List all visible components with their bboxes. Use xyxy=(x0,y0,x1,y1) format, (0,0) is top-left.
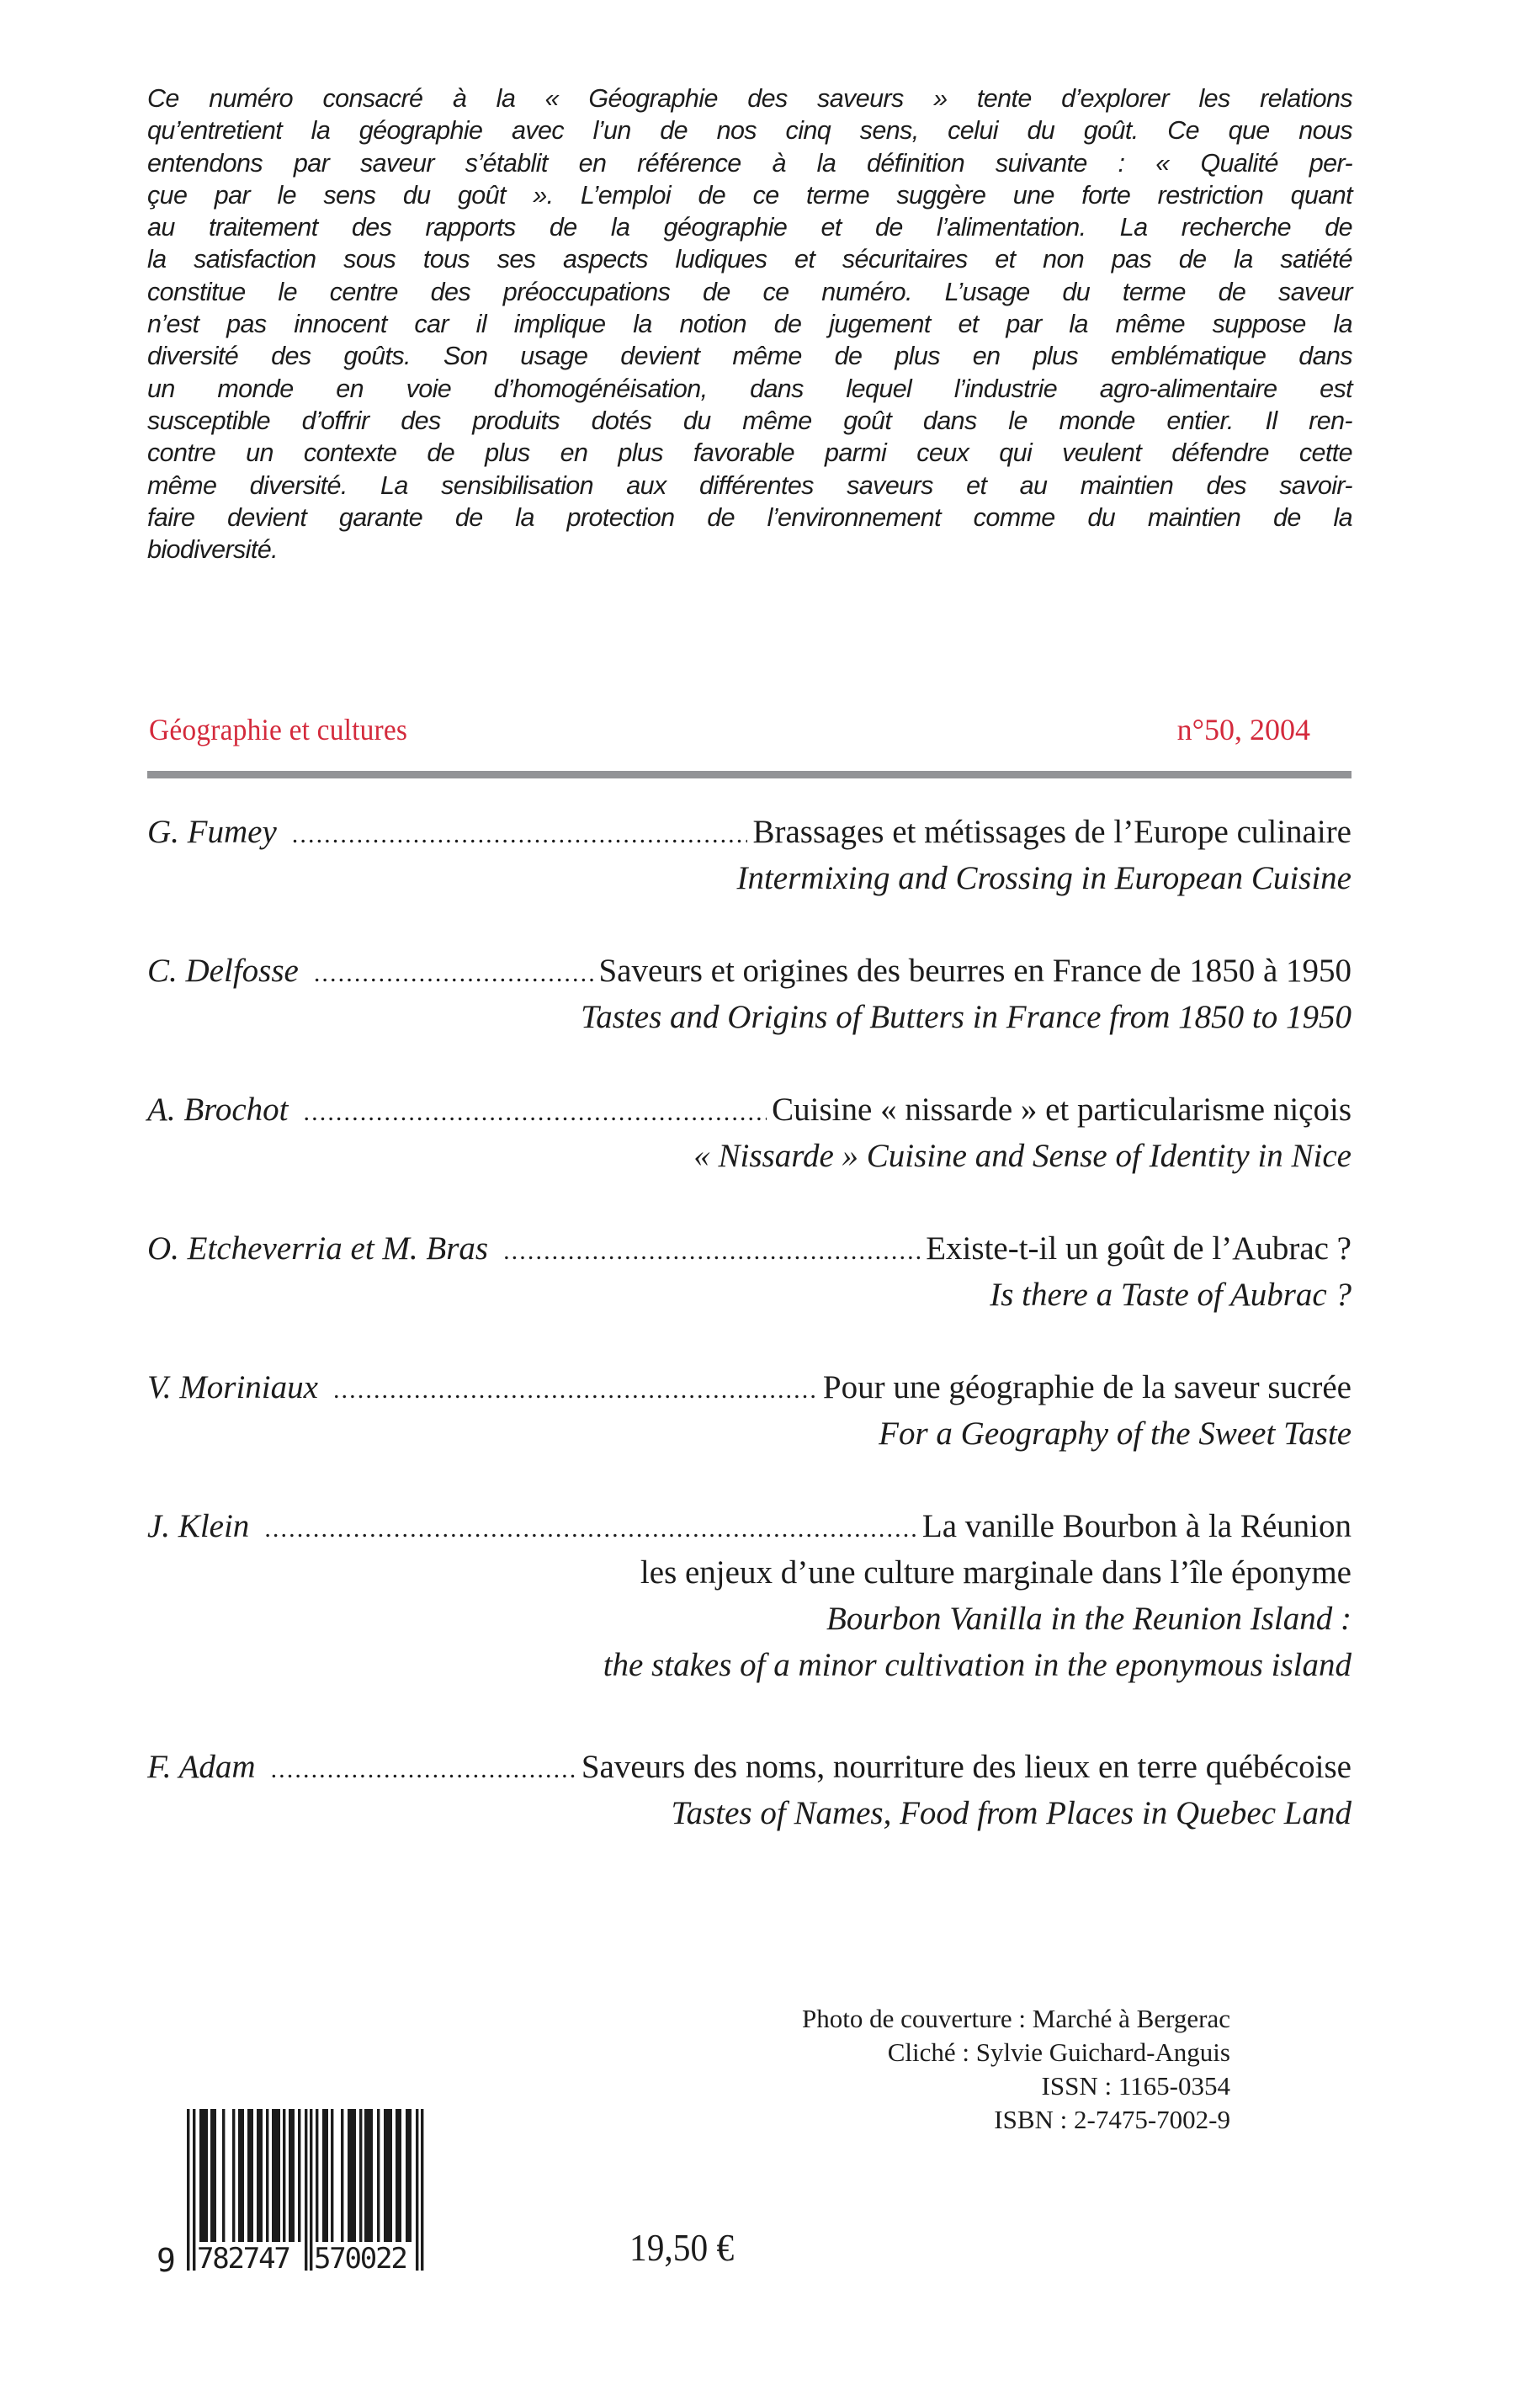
abstract-paragraph xyxy=(147,82,1352,566)
abstract-line: qu’entretient la géographie avec l’un de nos cinq sens, celui du goût. Ce que nous xyxy=(147,116,1352,146)
toc-title: Pour une géographie de la saveur sucrée xyxy=(822,1369,1351,1405)
issn: ISSN : 1165-0354 xyxy=(1041,2071,1230,2101)
toc-author: J. Klein xyxy=(147,1508,250,1544)
toc-author: F. Adam xyxy=(147,1749,256,1785)
toc-title: Saveurs des noms, nourriture des lieux en terre québécoise xyxy=(581,1749,1351,1785)
leader-dots xyxy=(264,1515,917,1543)
issue-number: n°50, 2004 xyxy=(1176,713,1310,746)
abstract-line: diversité des goûts. Son usage devient même de plus en plus emblématique dans xyxy=(147,342,1352,371)
photo-credit: Cliché : Sylvie Guichard-Anguis xyxy=(887,2037,1230,2067)
leader-dots xyxy=(304,1098,767,1127)
abstract-line: çue par le sens du goût ». L’emploi de ce terme suggère une forte restriction quant xyxy=(147,180,1352,210)
header-divider xyxy=(147,771,1351,778)
abstract-line: un monde en voie d’homogénéisation, dans lequel l’industrie agro-alimentaire est xyxy=(147,374,1352,403)
toc-translation: Tastes of Names, Food from Places in Quebec Land xyxy=(671,1795,1351,1831)
toc-entry-etcheverria-bras xyxy=(147,1230,1351,1276)
toc-translation: For a Geography of the Sweet Taste xyxy=(879,1416,1351,1452)
toc-translation: the stakes of a minor cultivation in the eponymous island xyxy=(603,1647,1351,1683)
toc-entry-delfosse xyxy=(147,952,1351,998)
price: 19,50 € xyxy=(629,2226,735,2269)
toc-title: La vanille Bourbon à la Réunion xyxy=(921,1508,1351,1544)
abstract-line: faire devient garante de la protection de l’environnement comme du maintien de la xyxy=(147,502,1352,532)
cover-photo-caption: Photo de couverture : Marché à Bergerac xyxy=(802,2004,1230,2033)
toc-author: A. Brochot xyxy=(147,1092,289,1128)
toc-translation: Is there a Taste of Aubrac ? xyxy=(990,1277,1351,1313)
barcode-first-digit: 9 xyxy=(157,2242,176,2279)
toc-translation: Tastes and Origins of Butters in France from 1850 to 1950 xyxy=(581,999,1351,1035)
toc-translation: Bourbon Vanilla in the Reunion Island : xyxy=(826,1601,1351,1637)
toc-entry-klein xyxy=(147,1507,1351,1554)
abstract-line: n’est pas innocent car il implique la notion de jugement et par la même suppose la xyxy=(147,310,1352,339)
abstract-line: susceptible d’offrir des produits dotés du même goût dans le monde entier. Il ren- xyxy=(147,406,1352,435)
abstract-line: contre un contexte de plus en plus favorable parmi ceux qui veulent défendre cette xyxy=(147,438,1352,468)
barcode-left-digits: 782747 xyxy=(197,2242,289,2276)
toc-author: G. Fumey xyxy=(147,814,277,850)
journal-title: Géographie et cultures xyxy=(149,713,408,746)
toc-author: V. Moriniaux xyxy=(147,1369,318,1405)
abstract-line: la satisfaction sous tous ses aspects ludiques et sécuritaires et non pas de la satiété xyxy=(147,245,1352,274)
abstract-line: au traitement des rapports de la géographie et de l’alimentation. La recherche de xyxy=(147,213,1352,242)
abstract-line: biodiversité. xyxy=(147,535,278,565)
leader-dots xyxy=(292,821,748,849)
abstract-line: Ce numéro consacré à la « Géographie des saveurs » tente d’explorer les relations xyxy=(147,84,1352,113)
barcode-right-digits: 570022 xyxy=(314,2242,406,2276)
leader-dots xyxy=(333,1376,818,1405)
leader-dots xyxy=(503,1237,921,1266)
toc-entry-fumey xyxy=(147,813,1351,859)
toc-entry-adam xyxy=(147,1748,1351,1794)
toc-title-continued: les enjeux d’une culture marginale dans l’île éponyme xyxy=(640,1554,1351,1591)
abstract-line: même diversité. La sensibilisation aux différentes saveurs et au maintien des savoir- xyxy=(147,470,1352,500)
leader-dots xyxy=(314,959,594,988)
toc-translation: Intermixing and Crossing in European Cuisine xyxy=(736,860,1351,896)
toc-translation: « Nissarde » Cuisine and Sense of Identity in Nice xyxy=(693,1138,1351,1174)
toc-entry-brochot xyxy=(147,1091,1351,1137)
toc-title: Brassages et métissages de l’Europe culinaire xyxy=(752,814,1351,850)
toc-title: Cuisine « nissarde » et particularisme niçois xyxy=(772,1092,1351,1128)
isbn: ISBN : 2-7475-7002-9 xyxy=(994,2105,1230,2134)
toc-title: Saveurs et origines des beurres en France de 1850 à 1950 xyxy=(598,953,1351,989)
toc-title: Existe-t-il un goût de l’Aubrac ? xyxy=(926,1230,1351,1267)
abstract-line: entendons par saveur s’établit en référence à la définition suivante : « Qualité per- xyxy=(147,148,1352,178)
toc-author: C. Delfosse xyxy=(147,953,299,989)
leader-dots xyxy=(271,1756,576,1784)
abstract-line: constitue le centre des préoccupations de ce numéro. L’usage du terme de saveur xyxy=(147,277,1352,306)
toc-entry-moriniaux xyxy=(147,1368,1351,1415)
toc-author: O. Etcheverria et M. Bras xyxy=(147,1230,489,1267)
isbn-barcode xyxy=(157,2109,510,2277)
